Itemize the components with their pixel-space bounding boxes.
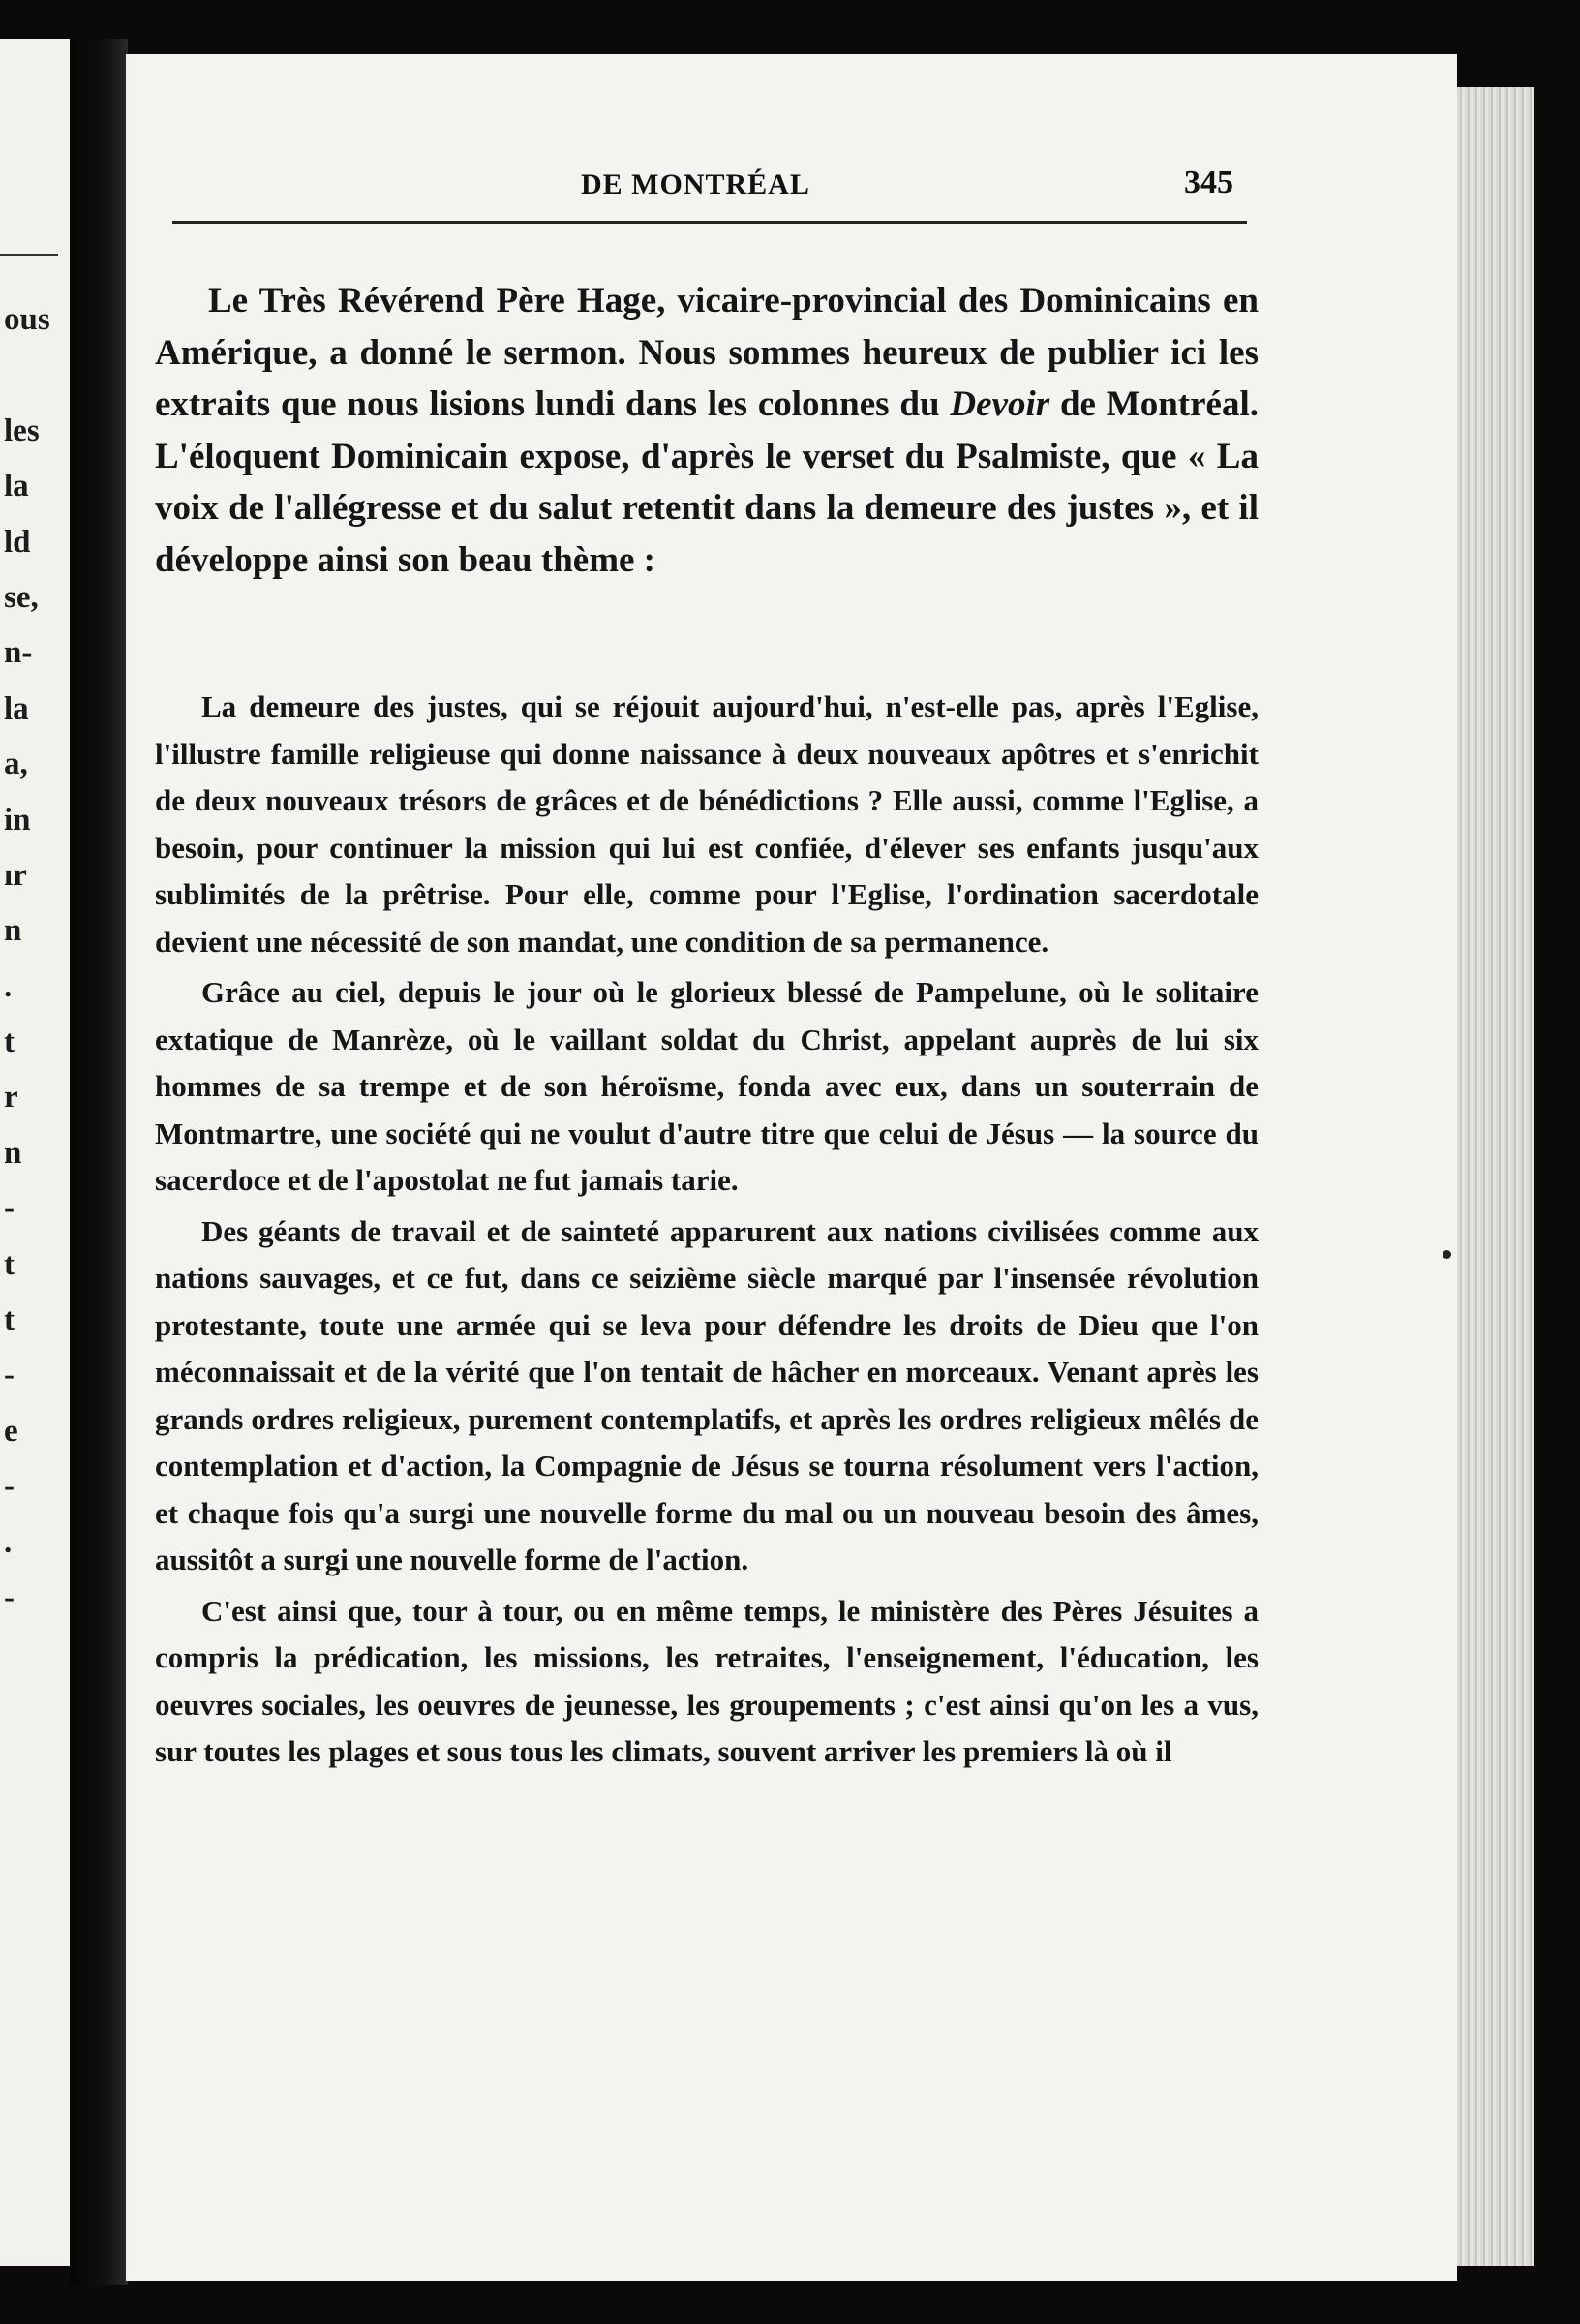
facing-page-fragment: la: [4, 690, 29, 726]
facing-page-fragment: t: [4, 1246, 15, 1282]
facing-page-fragment: ous: [4, 302, 50, 337]
extract-paragraph-3: Des géants de travail et de sainteté apparurent aux nations civilisées comme aux nations sauvages, et ce fut, dans ce seizième siècle marqué par l'insensée révolution protestante, toute une armée qui se leva pour défendre les droits de Dieu que l'on méconnaissait et de la vérité que l'on tentait de hâcher en morceaux. Venant après les grands ordres religieux, purement contemplatifs, et après les ordres religieux mêlés de contemplation et d'action, la Compagnie de Jésus se tourna résolument vers l'action, et chaque fois qu'a surgi une nouvelle forme du mal ou un nouveau besoin des âmes, aussitôt a surgi une nouvelle forme de l'action.: [155, 1213, 1259, 1576]
intro-text-2: de Montréal. L'éloquent Dominicain expose, d'après le verset du Psalmiste, que « La voix de l'allégresse et du salut retentit dans la demeure des justes », et il développe ainsi son beau thème :: [155, 384, 1260, 580]
facing-page-fragment: [4, 348, 50, 403]
extract-paragraph-4: C'est ainsi que, tour à tour, ou en même temps, le ministère des Pères Jésuites a compris la prédication, les missions, les retraites, l'enseignement, l'éducation, les oeuvres sociales, les oeuvres de jeunesse, les groupements ; c'est ainsi qu'on les a vus, sur toutes les plages et sous tous les climats, souvent arriver les premiers là où il: [155, 1593, 1259, 1768]
facing-page-fragment: t: [4, 1024, 15, 1060]
facing-page-fragment: la: [4, 469, 29, 505]
intro-text-1: Le Très Révérend Père Hage, vicaire-provincial des Dominicains en Amérique, a donné le sermon. Nous sommes heureux de publier ici les extraits que nous lisions lundi dans les colonnes du: [155, 281, 1259, 424]
facing-page-fragment: -: [4, 1358, 15, 1393]
running-head: DE MONTRÉAL: [581, 168, 810, 200]
facing-page-fragment: t: [4, 1302, 15, 1338]
facing-page-fragment: n: [4, 1135, 22, 1171]
newspaper-title: Devoir: [950, 384, 1050, 424]
facing-page-fragment: -: [4, 1469, 15, 1505]
page-number: 345: [1184, 165, 1233, 200]
book-page: [126, 54, 1457, 2281]
facing-page-fragment: n: [4, 913, 22, 949]
facing-page-rule: [0, 254, 58, 256]
facing-page-fragment: se,: [4, 579, 39, 615]
page-fore-edge: [1457, 87, 1534, 2266]
header-rule: [172, 221, 1247, 224]
intro-paragraph-block: [155, 275, 1259, 586]
facing-page-fragment: ld: [4, 524, 31, 560]
facing-page-edge: [0, 39, 70, 2266]
book-gutter: [70, 39, 128, 2285]
extract-paragraph-1: La demeure des justes, qui se réjouit aujourd'hui, n'est-elle pas, après l'Eglise, l'illustre famille religieuse qui donne naissance à deux nouveaux apôtres et s'enrichit de deux nouveaux trésors de grâces et de bénédictions ? Elle aussi, comme l'Eglise, a besoin, pour continuer la mission qui lui est confiée, d'élever ses enfants jusqu'aux sublimités de la prêtrise. Pour elle, comme pour l'Eglise, l'ordination sacerdotale devient une nécessité de son mandat, une condition de sa permanence.: [155, 689, 1259, 959]
intro-paragraph: [155, 275, 1259, 586]
sermon-extract: [155, 684, 1259, 1776]
extract-paragraph-2: Grâce au ciel, depuis le jour où le glorieux blessé de Pampelune, où le solitaire extatique de Manrèze, où le vaillant soldat du Christ, appelant auprès de lui six hommes de sa trempe et de son héroïsme, fonda avec eux, dans un souterrain de Montmartre, une société qui ne voulut d'autre titre que celui de Jésus — la source du sacerdoce et de l'apostolat ne fut jamais tarie.: [155, 975, 1259, 1197]
scan-background-right: [1534, 87, 1580, 2266]
facing-page-fragment: .: [4, 1524, 13, 1560]
facing-page-fragment: ır: [4, 857, 27, 893]
facing-page-fragment: -: [4, 1579, 15, 1615]
facing-page-fragment: les: [4, 413, 40, 448]
facing-page-fragment: r: [4, 1080, 18, 1116]
facing-page-fragment: in: [4, 802, 31, 838]
facing-page-text-fragments: [4, 292, 50, 1626]
facing-page-fragment: n-: [4, 635, 33, 671]
facing-page-fragment: .: [4, 968, 13, 1004]
ink-spot: [1443, 1250, 1451, 1259]
facing-page-fragment: -: [4, 1191, 15, 1227]
facing-page-fragment: a,: [4, 747, 28, 782]
facing-page-fragment: e: [4, 1413, 18, 1449]
